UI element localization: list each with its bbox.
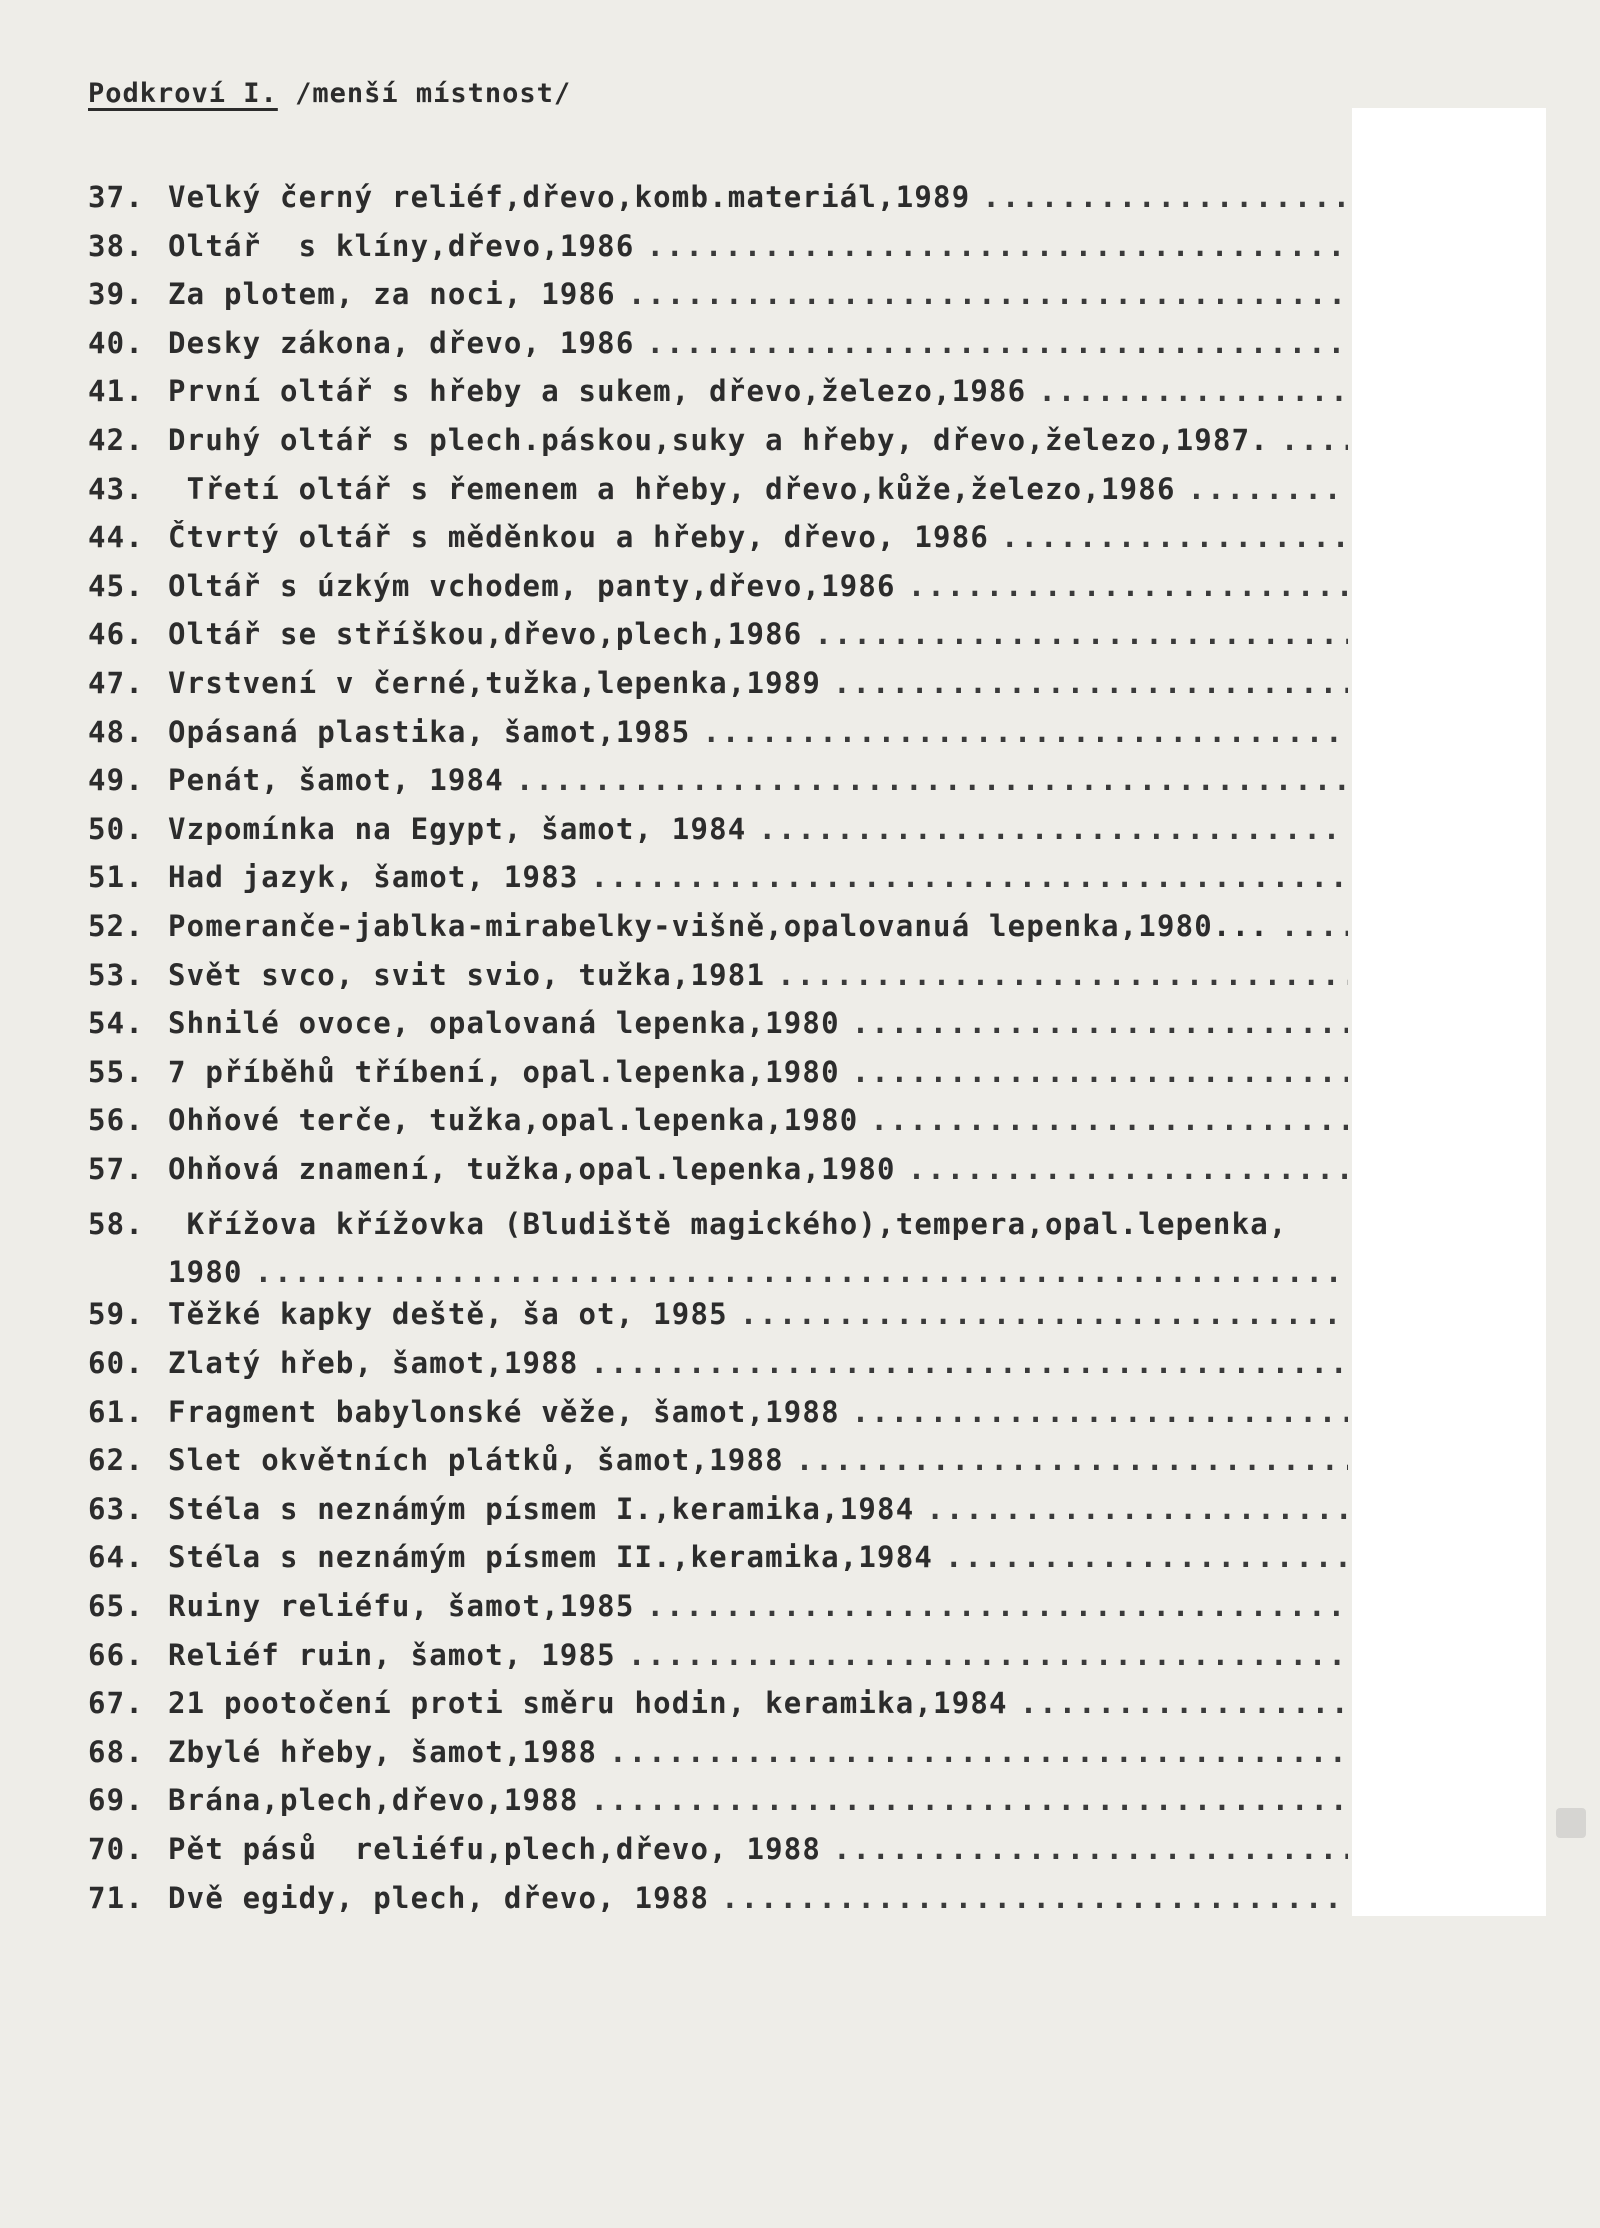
entry-title: Pomeranče-jablka-mirabelky-višně,opalovanuá lepenka,1980... (168, 908, 1269, 943)
entry-number: 69. (88, 1783, 144, 1818)
catalog-entry (88, 1492, 1348, 1541)
leader-dots (1188, 472, 1348, 506)
entry-title: Svět svco, svit svio, tužka,1981 (168, 957, 766, 992)
entry-number: 68. (88, 1734, 144, 1769)
catalog-entry (88, 374, 1348, 423)
leader-dots (926, 1492, 1348, 1526)
entry-title: Oltář s úzkým vchodem, panty,dřevo,1986 (168, 568, 896, 603)
catalog-entry (88, 1686, 1348, 1735)
leader-dots (833, 666, 1348, 700)
catalog-entry (88, 1443, 1348, 1492)
entry-number: 44. (88, 520, 144, 555)
entry-number: 39. (88, 277, 144, 312)
catalog-entry (88, 1589, 1348, 1638)
entry-title: Dvě egidy, plech, dřevo, 1988 (168, 1880, 710, 1915)
entry-title: Za plotem, za noci, 1986 (168, 277, 616, 312)
entry-number: 63. (88, 1491, 144, 1526)
page-heading (88, 78, 571, 109)
catalog-entry (88, 1735, 1348, 1784)
catalog-entry (88, 1152, 1348, 1201)
leader-dots (777, 958, 1348, 992)
entry-number: 41. (88, 374, 144, 409)
leader-dots (758, 812, 1348, 846)
entry-number: 71. (88, 1880, 144, 1915)
entry-title: 21 pootočení proti směru hodin, keramika,1984 (168, 1686, 1008, 1721)
leader-dots (945, 1540, 1348, 1574)
catalog-entry (88, 1638, 1348, 1687)
entry-number: 51. (88, 860, 144, 895)
leader-dots (814, 617, 1348, 651)
leader-dots (1281, 423, 1348, 457)
entry-number: 66. (88, 1637, 144, 1672)
leader-dots (852, 1055, 1348, 1089)
entry-number: 54. (88, 1006, 144, 1041)
entry-number: 60. (88, 1346, 144, 1381)
entry-continuation-text: 1980 (168, 1254, 243, 1289)
leader-dots (255, 1255, 1348, 1289)
entry-continuation (88, 1255, 1348, 1289)
leader-dots (1020, 1686, 1348, 1720)
entry-number: 45. (88, 568, 144, 603)
catalog-entry (88, 1346, 1348, 1395)
entry-number: 52. (88, 908, 144, 943)
entry-title: Vzpomínka na Egypt, šamot, 1984 (168, 811, 747, 846)
catalog-entry (88, 666, 1348, 715)
catalog-entry (88, 715, 1348, 764)
entry-number: 38. (88, 228, 144, 263)
catalog-entry (88, 617, 1348, 666)
catalog-entry (88, 1297, 1348, 1346)
entry-number: 65. (88, 1589, 144, 1624)
heading-section-title: Podkroví I. (88, 78, 278, 109)
entry-title: Desky zákona, dřevo, 1986 (168, 325, 635, 360)
redaction-block (1352, 108, 1546, 1916)
leader-dots (591, 860, 1348, 894)
entry-title: 7 příběhů tříbení, opal.lepenka,1980 (168, 1054, 840, 1089)
entry-title: Těžké kapky deště, ša ot, 1985 (168, 1297, 728, 1332)
leader-dots (647, 229, 1349, 263)
catalog-entry (88, 1055, 1348, 1104)
entry-title: Čtvrtý oltář s měděnkou a hřeby, dřevo, 1986 (168, 520, 990, 555)
catalog-entry (88, 326, 1348, 375)
entry-title: Zlatý hřeb, šamot,1988 (168, 1346, 579, 1381)
entry-title: Shnilé ovoce, opalovaná lepenka,1980 (168, 1006, 840, 1041)
catalog-entry (88, 1783, 1348, 1832)
entry-number: 46. (88, 617, 144, 652)
leader-dots (516, 763, 1348, 797)
leader-dots (591, 1346, 1348, 1380)
leader-dots (591, 1783, 1348, 1817)
catalog-list (88, 180, 1348, 1929)
entry-title: Pět pásů reliéfu,plech,dřevo, 1988 (168, 1832, 822, 1866)
catalog-entry (88, 472, 1348, 521)
catalog-entry (88, 1103, 1348, 1152)
entry-title: Opásaná plastika, šamot,1985 (168, 714, 691, 749)
leader-dots (609, 1735, 1348, 1769)
entry-number: 58. (88, 1207, 144, 1242)
catalog-entry (88, 423, 1348, 472)
leader-dots (740, 1297, 1348, 1331)
catalog-entry (88, 1395, 1348, 1444)
leader-dots (908, 569, 1348, 603)
leader-dots (833, 1832, 1348, 1866)
entry-title: Ohňové terče, tužka,opal.lepenka,1980 (168, 1103, 859, 1138)
entry-title: Oltář s klíny,dřevo,1986 (168, 228, 635, 263)
leader-dots (852, 1006, 1348, 1040)
catalog-entry (88, 958, 1348, 1007)
leader-dots (721, 1881, 1348, 1915)
entry-number: 37. (88, 180, 144, 214)
entry-title: Ohňová znamení, tužka,opal.lepenka,1980 (168, 1151, 896, 1186)
catalog-entry (88, 277, 1348, 326)
entry-number: 48. (88, 714, 144, 749)
leader-dots (647, 1589, 1349, 1623)
entry-number: 53. (88, 957, 144, 992)
entry-number: 67. (88, 1686, 144, 1721)
entry-number: 62. (88, 1443, 144, 1478)
entry-number: 56. (88, 1103, 144, 1138)
entry-title: Reliéf ruin, šamot, 1985 (168, 1637, 616, 1672)
entry-number: 49. (88, 763, 144, 798)
entry-title: Ruiny reliéfu, šamot,1985 (168, 1589, 635, 1624)
catalog-entry (88, 860, 1348, 909)
entry-title: Slet okvětních plátků, šamot,1988 (168, 1443, 784, 1478)
entry-number: 55. (88, 1054, 144, 1089)
catalog-entry (88, 180, 1348, 229)
entry-number: 50. (88, 811, 144, 846)
catalog-entry (88, 1540, 1348, 1589)
catalog-entry (88, 1832, 1348, 1881)
entry-number: 42. (88, 422, 144, 457)
catalog-entry (88, 229, 1348, 278)
entry-title: Brána,plech,dřevo,1988 (168, 1783, 579, 1818)
catalog-entry (88, 569, 1348, 618)
leader-dots (870, 1103, 1348, 1137)
catalog-entry (88, 1200, 1348, 1297)
catalog-entry (88, 1881, 1348, 1930)
entry-number: 59. (88, 1297, 144, 1332)
leader-dots (1038, 374, 1348, 408)
leader-dots (908, 1152, 1348, 1186)
entry-title: Křížova křížovka (Bludiště magického),tempera,opal.lepenka, (168, 1207, 1288, 1242)
entry-title: Třetí oltář s řemenem a hřeby, dřevo,kůže,železo,1986 (168, 471, 1176, 506)
entry-title: První oltář s hřeby a sukem, dřevo,železo,1986 (168, 374, 1027, 409)
heading-room-note: /menší místnost/ (277, 78, 572, 109)
entry-title: Fragment babylonské věže, šamot,1988 (168, 1394, 840, 1429)
catalog-entry (88, 520, 1348, 569)
entry-number: 57. (88, 1151, 144, 1186)
entry-number: 43. (88, 471, 144, 506)
leader-dots (852, 1395, 1348, 1429)
entry-number: 70. (88, 1832, 144, 1866)
leader-dots (1281, 909, 1348, 943)
entry-title: Stéla s neznámým písmem II.,keramika,1984 (168, 1540, 934, 1575)
leader-dots (982, 180, 1348, 214)
catalog-entry (88, 763, 1348, 812)
entry-number: 61. (88, 1394, 144, 1429)
entry-title: Oltář se stříškou,dřevo,plech,1986 (168, 617, 803, 652)
entry-number: 47. (88, 665, 144, 700)
entry-number: 64. (88, 1540, 144, 1575)
catalog-entry (88, 812, 1348, 861)
entry-title: Vrstvení v černé,tužka,lepenka,1989 (168, 665, 822, 700)
leader-dots (628, 1638, 1348, 1672)
entry-title: Zbylé hřeby, šamot,1988 (168, 1734, 598, 1769)
catalog-entry (88, 909, 1348, 958)
entry-title: Velký černý reliéf,dřevo,komb.materiál,1989 (168, 180, 971, 214)
leader-dots (702, 715, 1348, 749)
entry-title: Had jazyk, šamot, 1983 (168, 860, 579, 895)
paper-smudge (1556, 1808, 1586, 1838)
entry-title: Stéla s neznámým písmem I.,keramika,1984 (168, 1491, 915, 1526)
entry-title: Druhý oltář s plech.páskou,suky a hřeby, dřevo,železo,1987. (168, 422, 1269, 457)
leader-dots (1001, 520, 1348, 554)
leader-dots (628, 277, 1348, 311)
leader-dots (647, 326, 1349, 360)
entry-title: Penát, šamot, 1984 (168, 763, 504, 798)
leader-dots (796, 1443, 1348, 1477)
catalog-entry (88, 1006, 1348, 1055)
entry-number: 40. (88, 325, 144, 360)
